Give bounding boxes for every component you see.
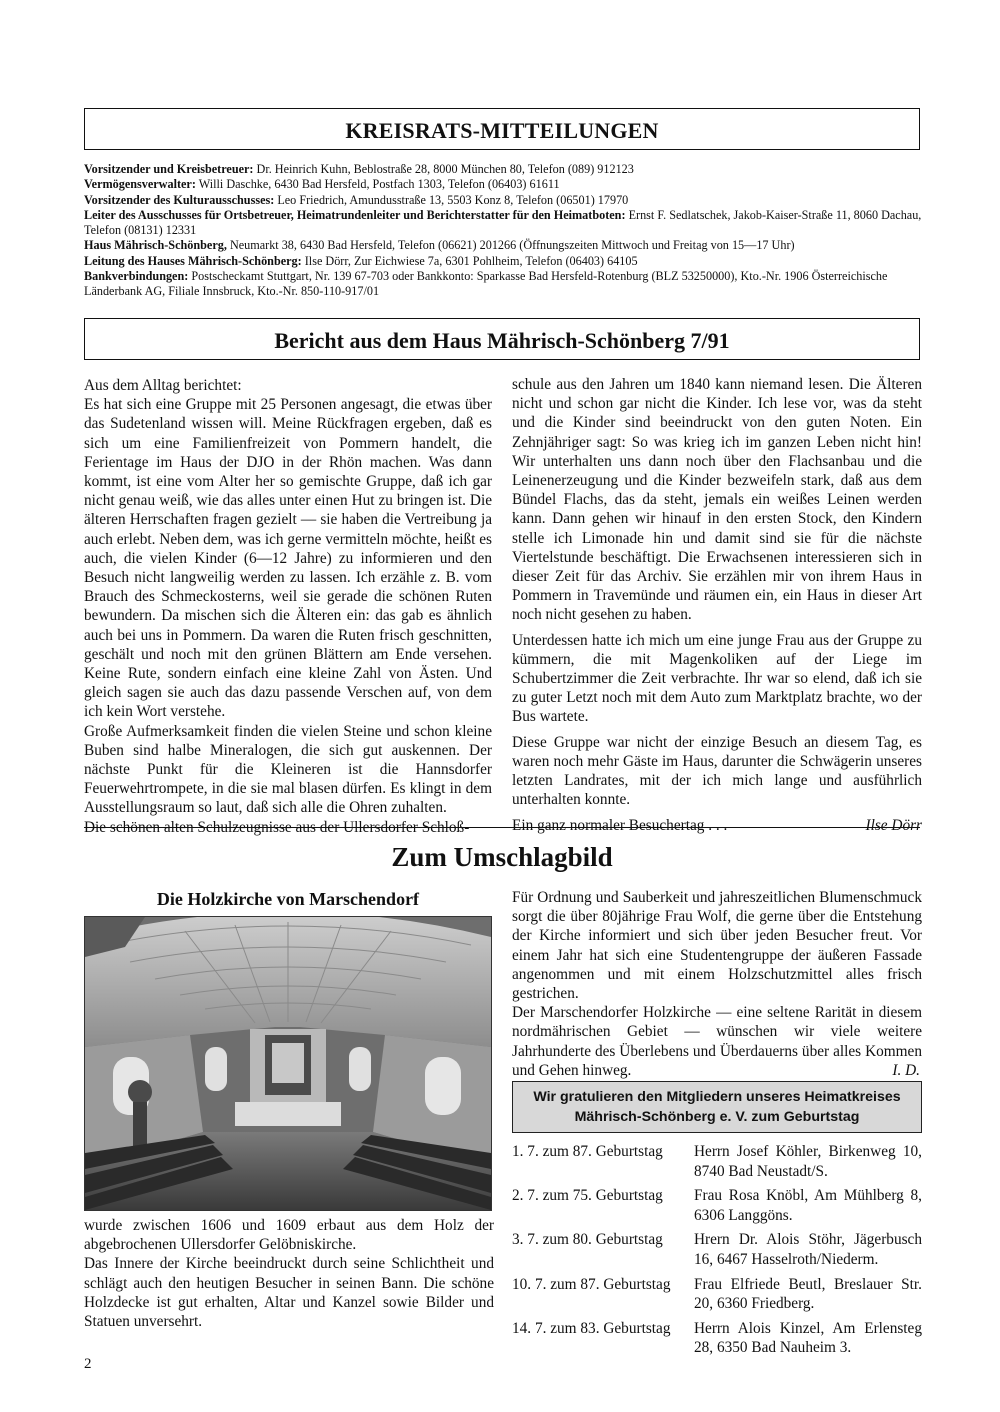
paragraph: schule aus den Jahren um 1840 kann niemand lesen. Die Älteren nicht und schon gar nicht die Kinder. Ich lese vor, was da steht und die Kinder sind beeindruckt von den guten Noten. Ein Zehnjähriger sagt: So was krieg ich im ganzen Leben nicht hin! Wir unterhalten uns dann noch über den Flachsanbau und die Leinenerzeugung und die Kinder bezweifeln stark, daß aus dem Bündel Flachs, das da steht, jemals ein weißes Leinen werden kann. Dann gehen wir hinauf in den ersten Stock, den Kindern stelle ich Limonade hin und damit sind sie für die nächste Viertelstunde beschäftigt. Die Erwachsenen interessieren sich in dieser Zeit für das Archiv. Sie erzählen mir von ihrem Haus in Pommern in Travemünde und räumen ein, ein Haus in dieser Art noch nicht gesehen zu haben.	[512, 376, 922, 624]
paragraph: Das Innere der Kirche beeindruckt durch seine Schlichtheit und schlägt auch den heutigen Besucher in seinen Bann. Die schöne Holzdecke ist gut erhalten, Altar und Kanzel sowie Bilder und Statuen unversehrt.	[84, 1255, 494, 1331]
info-label: Haus Mährisch-Schönberg,	[84, 238, 227, 253]
birthday-person: Frau Rosa Knöbl, Am Mühlberg 8, 6306 Langgöns.	[694, 1187, 922, 1224]
info-label: Bankverbindungen:	[84, 269, 189, 284]
info-text: Dr. Heinrich Kuhn, Beblostraße 28, 8000 München 80, Telefon (089) 912123	[253, 162, 634, 176]
info-text: Neumarkt 38, 6430 Bad Hersfeld, Telefon (06621) 201266 (Öffnungszeiten Mittwoch und Freitag von 15—17 Uhr)	[226, 238, 795, 253]
info-line	[84, 269, 924, 300]
info-label: Vorsitzender und Kreisbetreuer:	[84, 162, 254, 176]
info-label: Vorsitzender des Kulturausschusses:	[84, 192, 275, 207]
info-label: Vermögensverwalter:	[84, 177, 196, 192]
info-text: Postscheckamt Stuttgart, Nr. 139 67-703 oder Bankkonto: Sparkasse Bad Hersfeld-Rotenburg (BLZ 53250000), Kto.-Nr. 1906 Österreichische Länderbank AG, Filiale Innsbruck, Kto.-Nr. 850-110-917/01	[84, 269, 888, 299]
closing-text: Ein ganz normaler Besuchertag . . .	[512, 817, 728, 835]
list-item	[512, 1275, 922, 1314]
info-label: Leiter des Ausschusses für Ortsbetreuer, Heimatrundenleiter und Berichterstatter für den Heimatboten:	[84, 207, 626, 222]
section-divider	[84, 827, 920, 828]
info-line	[84, 254, 924, 269]
list-item	[512, 1186, 922, 1225]
paragraph: Die schönen alten Schulzeugnisse aus der Ullersdorfer Schloß-	[84, 818, 470, 836]
bericht-right-column	[512, 375, 922, 836]
info-line	[84, 208, 924, 239]
info-line	[84, 238, 924, 253]
gratulation-line-1: Wir gratulieren den Mitgliedern unseres Heimatkreises	[533, 1089, 901, 1105]
kreisrat-title-box	[84, 108, 920, 150]
info-text: Ernst F. Sedlatschek, Jakob-Kaiser-Straße 11, 8060 Dachau, Telefon (08131) 12331	[84, 207, 922, 238]
paragraph: Es hat sich eine Gruppe mit 25 Personen angesagt, die etwas über das Sudetenland wissen will. Meine Rückfragen ergeben, daß es sich um eine Familienfreizeit von Pommern handelt, die Ferientage im Haus der DJO in der Rhön machen. Was dann kommt, ist eine vom Alter her so gemischte Gruppe, daß ich gar nicht genau weiß, wie das alles unter einen Hut zu bringen ist. Die älteren Herrschaften fragen gezielt — sie haben die Vertreibung ja auch erlebt. Neben dem, was ich gerne vermitteln möchte, heißt es auch, die vielen Kinder (6—12 Jahre) zu informieren und den Besuch nicht langweilig werden zu lassen. Ich erzähle z. B. vom Brauch des Schmeckosterns, weil sie gerade die schönen Ruten bewundern. Da mischen sich die Älteren ein: das gab es ähnlich auch bei uns in Pommern. Da waren die Ruten frisch geschnitten, geschält und noch mit den grünen Blättern am Ende versehen. Keine Rute, sondern einfach eine kleine Zahl von Ästen. Und gleich sagen sie auch das dazu passende Verschen auf, von dem ich kein Wort verstehe.	[84, 396, 492, 721]
page-number: 2	[84, 1356, 92, 1372]
list-item	[512, 1142, 922, 1181]
paragraph: Große Aufmerksamkeit finden die vielen Steine und schon kleine Buben sind halbe Mineralogen, die sich gut auskennen. Der nächste Punkt für die Kleineren ist die Hannsdorfer Feuerwehrtrompete, in die sie mal blasen dürfen. Es klingt in dem Ausstellungsraum so laut, daß sich alle die Ohren zuhalten.	[84, 722, 492, 817]
birthday-date: 10. 7. zum 87. Geburtstag	[512, 1275, 671, 1293]
paragraph: Für Ordnung und Sauberkeit und jahreszeitlichen Blumenschmuck sorgt die über 80jährige Frau Wolf, die gerne über die Entstehung der Kirche informiert und sich über jeden Besucher freut. Vor einem Jahr hat sich eine Studentengruppe der äußeren Fassade angenommen und mit einem Holzschutzmittel alles frisch gestrichen.	[512, 889, 922, 1003]
paragraph: Diese Gruppe war nicht der einzige Besuch an diesem Tag, es waren noch mehr Gäste im Haus, darunter die Schwägerin unseres letzten Landrates, mit der ich mich lange und ausführlich unterhalten konnte.	[512, 733, 922, 809]
paragraph	[512, 1003, 922, 1080]
info-line	[84, 193, 924, 208]
birthday-date: 2. 7. zum 75. Geburtstag	[512, 1187, 663, 1205]
birthday-date: 1. 7. zum 87. Geburtstag	[512, 1143, 663, 1160]
author-signature: Ilse Dörr	[865, 817, 922, 835]
list-item	[512, 1230, 922, 1269]
birthday-person: Hrern Dr. Alois Stöhr, Jägerbusch 16, 6467 Hasselroth/Niederm.	[694, 1231, 922, 1268]
paragraph-text: Der Marschendorfer Holzkirche — eine seltene Rarität in diesem nordmährischen Gebiet — wünschen wir viele weitere Jahrhunderte des Überlebens und Überdauerns über alles Kommen und Gehen hinweg.	[512, 1004, 922, 1079]
birthday-person: Herrn Alois Kinzel, Am Erlensteg 28, 6350 Bad Nauheim 3.	[694, 1319, 922, 1357]
info-text: Ilse Dörr, Zur Eichwiese 7a, 6301 Pohlheim, Telefon (06403) 64105	[301, 253, 638, 268]
birthday-person: Frau Elfriede Beutl, Breslauer Str. 20, 6360 Friedberg.	[694, 1275, 922, 1313]
paragraph: Aus dem Alltag berichtet:	[84, 377, 242, 394]
umschlag-title: Zum Umschlagbild	[391, 842, 613, 872]
holzkirche-subtitle: Die Holzkirche von Marschendorf	[156, 889, 420, 909]
birthday-date: 3. 7. zum 80. Geburtstag	[512, 1231, 663, 1249]
list-item	[512, 1319, 922, 1358]
holzkirche-left-text	[84, 1216, 494, 1331]
info-line	[84, 177, 924, 192]
church-interior-photo	[84, 916, 492, 1211]
bericht-left-column	[84, 376, 492, 837]
info-text: Willi Daschke, 6430 Bad Hersfeld, Postfach 1303, Telefon (06403) 61611	[195, 177, 560, 192]
kreisrat-title: KREISRATS-MITTEILUNGEN	[345, 118, 659, 143]
birthday-date: 14. 7. zum 83. Geburtstag	[512, 1319, 671, 1337]
gratulation-box	[512, 1081, 922, 1133]
gratulation-line-2: Mährisch-Schönberg e. V. zum Geburtstag	[574, 1109, 860, 1125]
church-interior-illustration	[85, 917, 491, 1210]
birthday-person: Herrn Josef Köhler, Birkenweg 10, 8740 Bad Neustadt/S.	[694, 1143, 922, 1180]
birthday-list	[512, 1142, 922, 1363]
bericht-title-box	[84, 318, 920, 360]
info-line	[84, 162, 924, 177]
info-label: Leitung des Hauses Mährisch-Schönberg:	[84, 253, 302, 268]
kreisrat-info	[84, 162, 924, 300]
info-text: Leo Friedrich, Amundusstraße 13, 5503 Konz 8, Telefon (06501) 17970	[274, 192, 629, 207]
paragraph: Unterdessen hatte ich mich um eine junge Frau aus der Gruppe zu kümmern, die mit Magenkoliken auf der Liege im Schubertzimmer die Zeit verbrachte. Ihr war so elend, daß ich sie zu guter Letzt noch mit dem Auto zum Marktplatz brachte, wo der Bus wartete.	[512, 631, 922, 726]
holzkirche-right-text	[512, 888, 922, 1080]
paragraph: wurde zwischen 1606 und 1609 erbaut aus dem Holz der abgebrochenen Ullersdorfer Gelöbniskirche.	[84, 1217, 494, 1254]
initials-signature: I. D.	[892, 1061, 920, 1079]
bericht-title: Bericht aus dem Haus Mährisch-Schönberg 7/91	[274, 328, 730, 353]
